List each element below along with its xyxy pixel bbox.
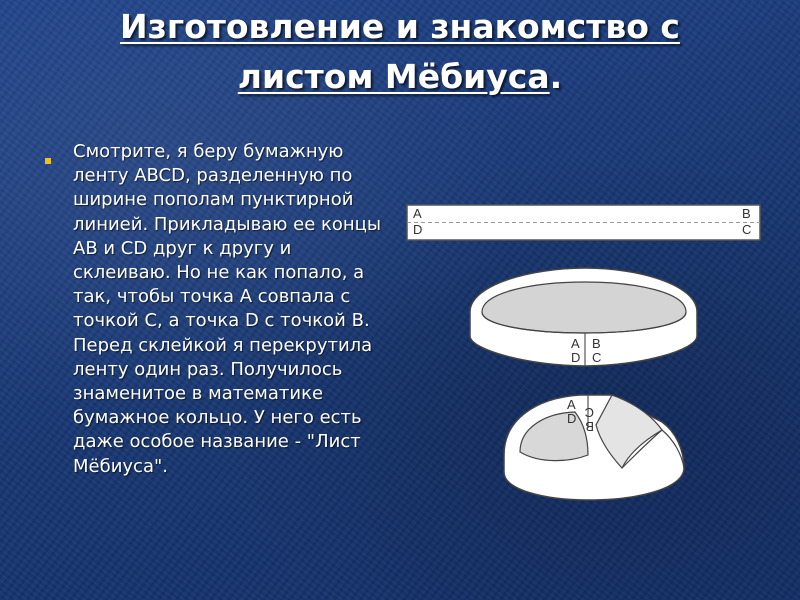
title-line-2: листом Мёбиуса <box>237 57 550 96</box>
ring-label-b: B <box>592 336 601 351</box>
strip-label-a: A <box>413 206 422 221</box>
mobius-label-c: C <box>584 405 594 420</box>
title-line-1: Изготовление и знакомство с <box>120 7 680 46</box>
strip-label-c: C <box>742 222 752 237</box>
body-paragraph: Смотрите, я беру бумажную ленту ABCD, разделенную по ширине пополам пунктирной линией. Прикладываю ее концы AB и CD друг к другу и склеиваю. Но не как попало, а так, чтобы точка A совпала с точкой C, а точка D с точкой B. Перед склейкой я перекрутила ленту один раз. Получилось знаменитое в математике бумажное кольцо. У него есть даже особое название - "Лист Мёбиуса". <box>73 141 382 477</box>
ring-label-a: A <box>571 336 580 351</box>
title-period: . <box>549 57 563 96</box>
ring-label-c: C <box>592 350 602 365</box>
strip-label-d: D <box>413 222 423 237</box>
mobius-label-d: D <box>567 411 577 426</box>
mobius-strip <box>504 395 684 500</box>
mobius-label-b: B <box>585 419 594 434</box>
strip-label-b: B <box>742 206 751 221</box>
flat-strip <box>407 205 760 240</box>
plain-ring <box>470 268 697 366</box>
mobius-label-a: A <box>567 397 576 412</box>
ring-label-d: D <box>571 350 581 365</box>
